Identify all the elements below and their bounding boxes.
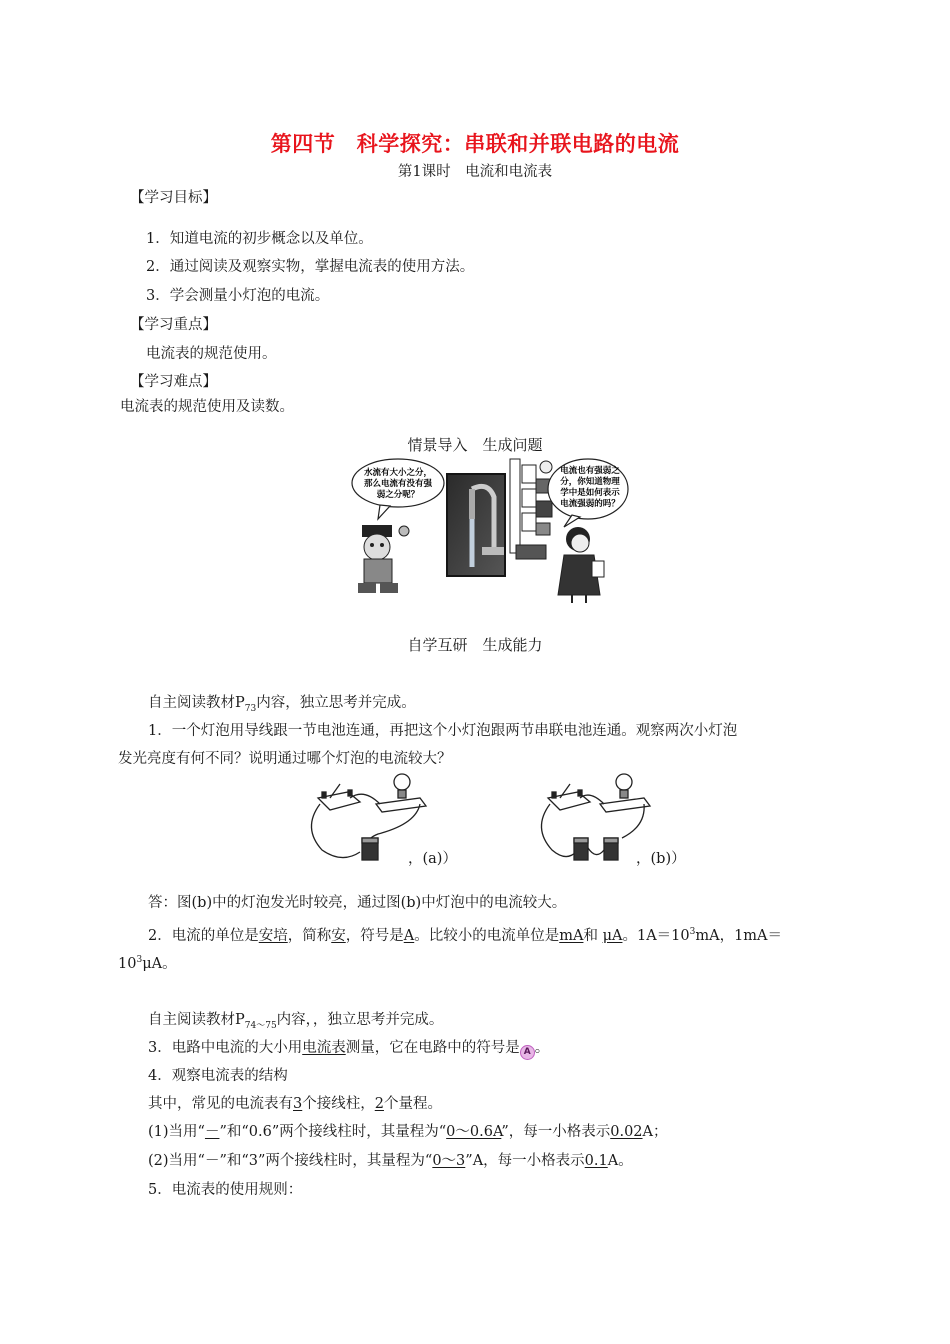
answer-ma: mA <box>559 927 584 944</box>
answer-ampere: 安培 <box>258 927 288 944</box>
bubble-right-line-1: 电流也有强弱之 <box>560 466 620 476</box>
section-heading-selfstudy: 自学互研 生成能力 <box>407 636 543 654</box>
ammeter-symbol-icon: A <box>520 1045 535 1060</box>
question-3: 3．电路中电流的大小用电流表测量，它在电路中的符号是 A 。 <box>148 1038 549 1060</box>
page-title: 第四节 科学探究：串联和并联电路的电流 <box>270 131 680 156</box>
bubble-left-line-3: 弱之分呢？ <box>376 490 420 500</box>
answer-terminal-count: 3 <box>293 1096 303 1112</box>
question-4-terminals: 其中，常见的电流表有3个接线柱，2个量程。 <box>148 1096 442 1112</box>
teacher-cartoon <box>558 527 604 603</box>
bubble-left-line-1: 水流有大小之分， <box>363 468 433 478</box>
question-1-line-2: 发光亮度有何不同？说明通过哪个灯泡的电流较大？ <box>118 751 452 767</box>
answer-ammeter: 电流表 <box>302 1040 346 1056</box>
reading-note-2: 自主阅读教材$P_{74\sim 75}$内容，，独立思考并完成。 <box>148 1012 444 1031</box>
answer-ua: μA <box>602 927 623 944</box>
answer-division-0-02: 0.02 <box>610 1124 643 1140</box>
question-5: 5．电流表的使用规则： <box>148 1182 303 1198</box>
answer-symbol-a: A <box>403 927 415 944</box>
question-2-line-1: 2．电流的单位是安培，简称安，符号是A。比较小的电流单位是mA和 μA。$1A=10^3mA$，1mA＝ <box>148 927 783 944</box>
difficulty-text: 电流表的规范使用及读数。 <box>120 399 294 415</box>
key-point-text: 电流表的规范使用。 <box>146 346 277 362</box>
scene-illustration <box>350 455 630 603</box>
lesson-subtitle: 第1课时 电流和电流表 <box>397 164 553 180</box>
question-4-part-1: (1)当用“－”和“0.6”两个接线柱时，其量程为“0～0.6A”，每一小格表示0.02A； <box>148 1124 668 1140</box>
key-point-heading: 【学习重点】 <box>130 317 217 333</box>
bubble-right-line-2: 分，你知道物理 <box>560 477 620 487</box>
answer-range-count: 2 <box>374 1096 384 1112</box>
question-4-title: 4．观察电流表的结构 <box>148 1068 288 1084</box>
question-1-line-1: 1．一个灯泡用导线跟一节电池连通，再把这个小灯泡跟两节串联电池连通。观察两次小灯泡 <box>148 723 738 739</box>
bubble-right-line-3: 学中是如何表示 <box>560 488 620 498</box>
goals-heading: 【学习目标】 <box>130 190 217 206</box>
faucet-photo <box>446 473 506 577</box>
answer-1: 答：图(b)中的灯泡发光时较亮，通过图(b)中灯泡中的电流较大。 <box>148 895 567 911</box>
boy-cartoon <box>358 525 409 593</box>
goal-item-2: 2．通过阅读及观察实物，掌握电流表的使用方法。 <box>146 259 475 275</box>
bubble-right-line-4: 电流强弱的吗？ <box>560 499 620 509</box>
figure-b-label: ，(b)） <box>636 851 686 867</box>
answer-division-0-1: 0.1 <box>584 1153 608 1169</box>
answer-an: 安 <box>331 927 346 944</box>
answer-range-0-6: 0～0.6A <box>446 1124 502 1140</box>
bubble-left-line-2: 那么电流有没有强 <box>363 479 433 489</box>
section-heading-intro: 情景导入 生成问题 <box>407 436 543 454</box>
answer-range-0-3: 0～3 <box>432 1153 466 1169</box>
answer-negative-terminal: － <box>204 1124 220 1140</box>
question-4-part-2: (2)当用“－”和“3”两个接线柱时，其量程为“0～3”A，每一小格表示0.1A。 <box>148 1153 633 1169</box>
goal-item-3: 3．学会测量小灯泡的电流。 <box>146 288 330 304</box>
difficulty-heading: 【学习难点】 <box>130 374 217 390</box>
goal-item-1: 1．知道电流的初步概念以及单位。 <box>146 231 373 247</box>
reading-note-1: 自主阅读教材$P_{73}$内容，独立思考并完成。 <box>148 695 416 714</box>
appliances-column <box>510 459 552 559</box>
figure-a-label: ，(a)） <box>408 851 457 867</box>
question-2-line-2: $10^3\mu A$。 <box>118 955 177 972</box>
